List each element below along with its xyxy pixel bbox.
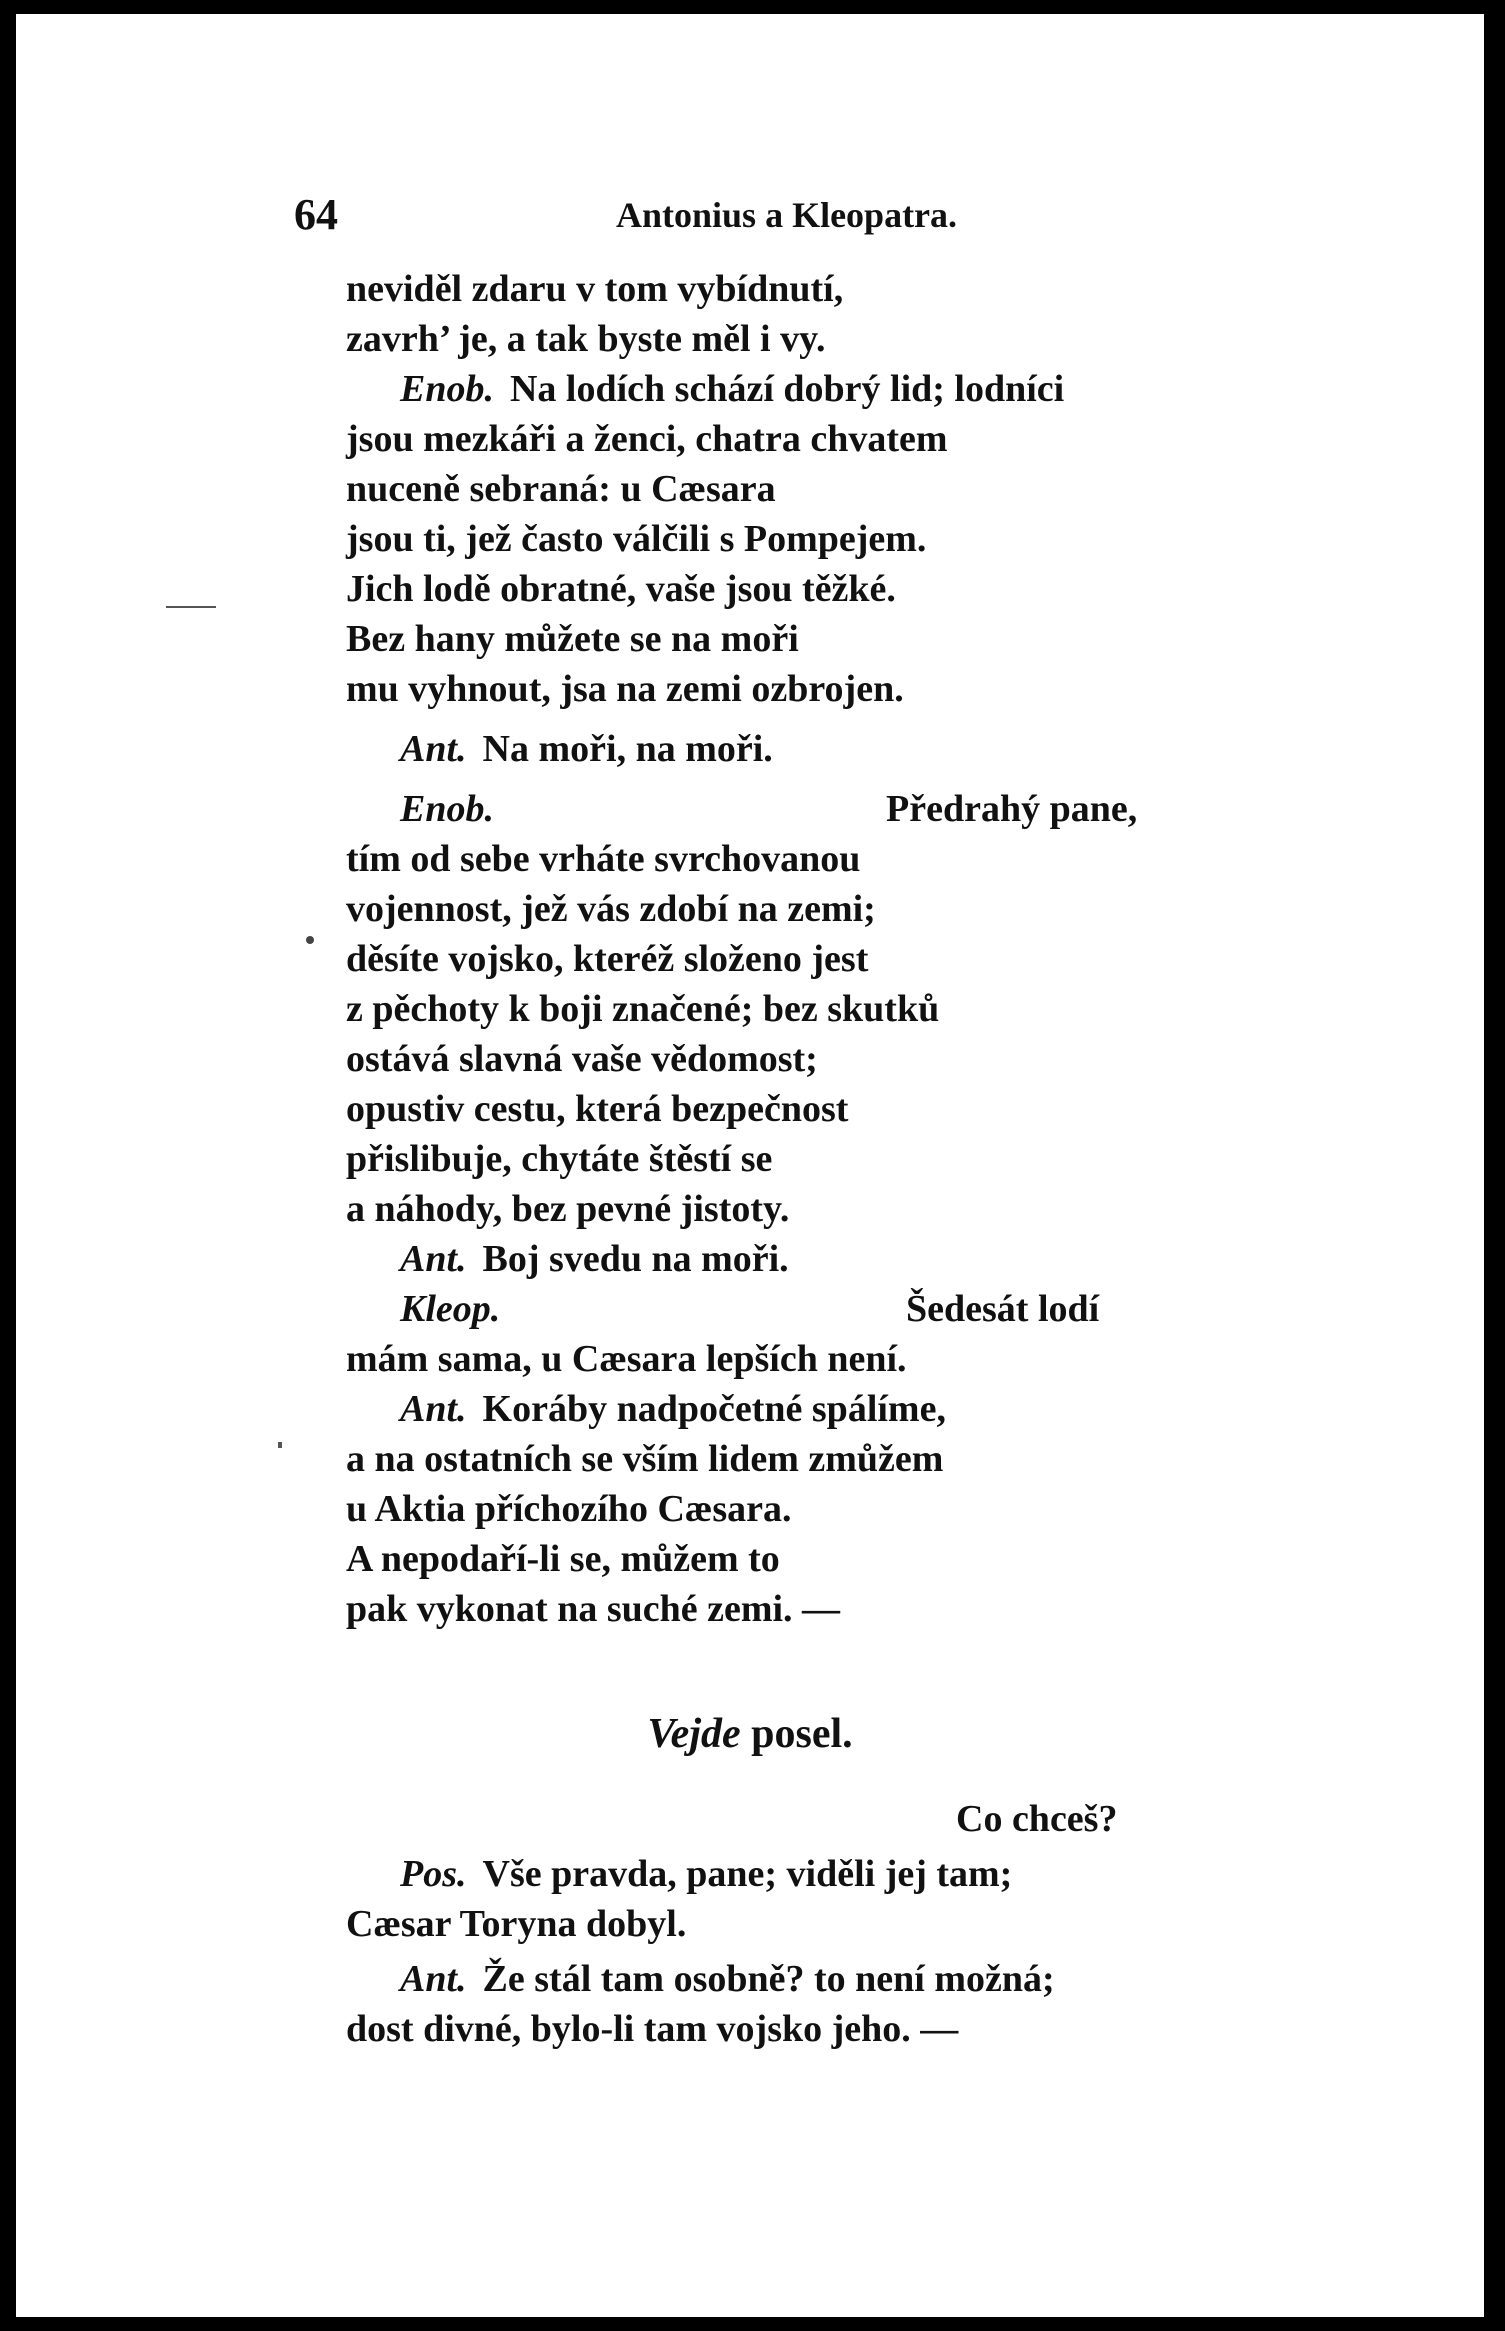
speech-text: Na lodích schází dobrý lid; lodníci (509, 368, 1065, 410)
text-line: Bez hany můžete se na moři (346, 618, 799, 660)
text-line: Cæsar Toryna dobyl. (346, 1903, 687, 1945)
speech-line (400, 1849, 1012, 1899)
text-line: A nepodaří-li se, můžem to (346, 1538, 780, 1580)
speaker-name: Ant. (400, 1238, 467, 1280)
speech-line (400, 1384, 946, 1434)
text-line: Jich lodě obratné, vaše jsou těžké. (346, 568, 896, 610)
speech-text: Co chceš? (956, 1798, 1118, 1840)
speech-line (400, 1284, 516, 1334)
text-line: přislibuje, chytáte štěstí se (346, 1138, 773, 1180)
speech-text: Že stál tam osobně? to není možná; (482, 1958, 1055, 2000)
text-line: neviděl zdaru v tom vybídnutí, (346, 268, 844, 310)
text-line: ostává slavná vaše vědomost; (346, 1038, 818, 1080)
text-line: dost divné, bylo-li tam vojsko jeho. — (346, 2008, 959, 2050)
speaker-name: Enob. (400, 788, 494, 830)
speech-line (400, 724, 773, 774)
speech-line (400, 1234, 789, 1284)
speaker-name: Ant. (400, 1958, 467, 2000)
text-line: a na ostatních se vším lidem zmůžem (346, 1438, 944, 1480)
speech-line (400, 1954, 1055, 2004)
text-line: děsíte vojsko, kteréž složeno jest (346, 938, 869, 980)
speech-text: Boj svedu na moři. (482, 1238, 789, 1280)
text-line: a náhody, bez pevné jistoty. (346, 1188, 790, 1230)
text-line: u Aktia příchozího Cæsara. (346, 1488, 792, 1530)
margin-mark (166, 606, 216, 608)
speaker-name: Ant. (400, 728, 467, 770)
text-line: z pěchoty k boji značené; bez skutků (346, 988, 940, 1030)
speech-text: Vše pravda, pane; viděli jej tam; (482, 1853, 1013, 1895)
speech-text: Šedesát lodí (906, 1288, 1100, 1330)
running-title: Antonius a Kleopatra. (616, 195, 958, 235)
text-line: tím od sebe vrháte svrchovanou (346, 838, 861, 880)
text-line: vojennost, jež vás zdobí na zemi; (346, 888, 876, 930)
book-page (16, 14, 1484, 2317)
speaker-name: Pos. (400, 1853, 467, 1895)
text-line: jsou mezkáři a ženci, chatra chvatem (346, 418, 948, 460)
stage-direction-object: posel. (751, 1711, 853, 1757)
text-line: mám sama, u Cæsara lepších není. (346, 1338, 907, 1380)
speaker-name: Enob. (400, 368, 494, 410)
speech-text: Koráby nadpočetné spálíme, (482, 1388, 946, 1430)
text-line: nuceně sebraná: u Cæsara (346, 468, 776, 510)
speech-text: Předrahý pane, (886, 788, 1138, 830)
speech-line (400, 364, 1064, 414)
text-line: jsou ti, jež často válčili s Pompejem. (346, 518, 927, 560)
speech-text: Na moři, na moři. (482, 728, 773, 770)
text-line: pak vykonat na suché zemi. — (346, 1588, 841, 1630)
text-line: mu vyhnout, jsa na zemi ozbrojen. (346, 668, 904, 710)
margin-dot (306, 936, 314, 944)
speech-line (400, 784, 510, 834)
page-number: 64 (294, 190, 338, 239)
margin-mark (278, 1442, 282, 1448)
text-line: zavrh’ je, a tak byste měl i vy. (346, 318, 826, 360)
stage-direction (16, 1704, 1484, 1764)
stage-direction-verb: Vejde (647, 1711, 741, 1757)
text-line: opustiv cestu, která bezpečnost (346, 1088, 849, 1130)
speaker-name: Ant. (400, 1388, 467, 1430)
text-body (16, 14, 1484, 2317)
speaker-name: Kleop. (400, 1288, 501, 1330)
